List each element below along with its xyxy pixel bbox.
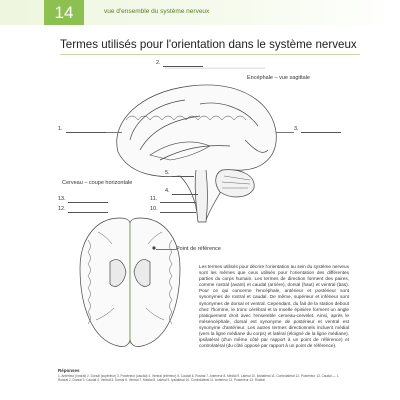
answers-heading: Réponses bbox=[58, 368, 80, 373]
answers-text: 1. Antérieur (rostral) 2. Dorsal (supérieur) 3. Postérieur (caudal) 4. Ventral (inférieur) 5. Caudal 6. Rostral 7. Antérieur 8. Médial 9. Latéral 10. Ipsilatéral 11. Controlatéral 12. Postérieur 13. Caudal — 1. Rostral 2. Dorsal 3. Caudal 4. Ventral 5. Dorsal 6. Ventral 7. Médial 8. Latéral 9. Ipsilatéral 10. Controlatéral 11. Antérieur 12. Postérieur 13. Rostral bbox=[58, 374, 340, 383]
answer-blank-10[interactable] bbox=[160, 212, 196, 213]
answer-blank-13[interactable] bbox=[68, 202, 108, 203]
sagittal-brain-illustration bbox=[117, 68, 277, 222]
label-13: 13. bbox=[58, 196, 66, 202]
horizontal-caption: Cerveau – coupe horizontale bbox=[62, 180, 133, 186]
page-number: 14 bbox=[44, 0, 84, 25]
leader-line-3 bbox=[276, 132, 294, 133]
answer-blank-12[interactable] bbox=[68, 212, 108, 213]
answer-blank-4[interactable] bbox=[172, 194, 198, 195]
answer-blank-2[interactable] bbox=[163, 66, 203, 67]
answer-blank-5[interactable] bbox=[172, 176, 194, 177]
horizontal-brain-illustration bbox=[80, 218, 180, 347]
page-title: Termes utilisés pour l'orientation dans le système nerveux bbox=[60, 38, 357, 51]
sagittal-caption: Encéphale – vue sagittale bbox=[247, 75, 310, 81]
label-3: 3. bbox=[294, 126, 299, 132]
label-2: 2. bbox=[156, 60, 161, 66]
label-10: 10. bbox=[150, 206, 158, 212]
chapter-title: vue d'ensemble du système nerveux bbox=[104, 8, 210, 15]
label-5: 5. bbox=[165, 170, 170, 176]
label-4: 4. bbox=[165, 188, 170, 194]
answer-blank-1[interactable] bbox=[66, 132, 106, 133]
reference-point-label: Point de référence bbox=[176, 246, 221, 252]
reference-point-leader bbox=[156, 249, 176, 250]
label-11: 11. bbox=[150, 196, 158, 202]
answer-blank-11[interactable] bbox=[160, 202, 196, 203]
answer-blank-3[interactable] bbox=[301, 132, 341, 133]
label-12: 12. bbox=[58, 206, 66, 212]
leader-line-1 bbox=[106, 132, 122, 133]
label-1: 1. bbox=[58, 126, 63, 132]
body-text: Les termes utilisés pour décrire l'orientation au sein du système nerveux sont les mêmes que ceux utilisés pour l'orientation des différentes parties du corps humain. Les termes de direction forment des paires, comme rostral (avant) et caudal (arrière), dorsal (haut) et ventral (bas). Pour ce qui concerne l'encéphale, antérieur et postérieur sont synonymes de rostral et caudal. De même, supérieur et inférieur sont synonymes de dorsal et ventral. Cependant, du fait de la station debout chez l'homme, le tronc cérébral et la moelle épinière forment un angle pratiquement droit avec l'ensemble cerveau-cervelet. Ainsi, après le mésencéphale, dorsal est synonyme de postérieur et ventral est synonyme d'antérieur. Les autres termes directionnels incluent médial (vers la ligne médiane du corps) et latéral (éloigné de la ligne médiane), ipsilatéral (d'un même côté par rapport à un point de référence) et controlatéral (du côté opposé par rapport à un point de référence). bbox=[199, 264, 349, 349]
